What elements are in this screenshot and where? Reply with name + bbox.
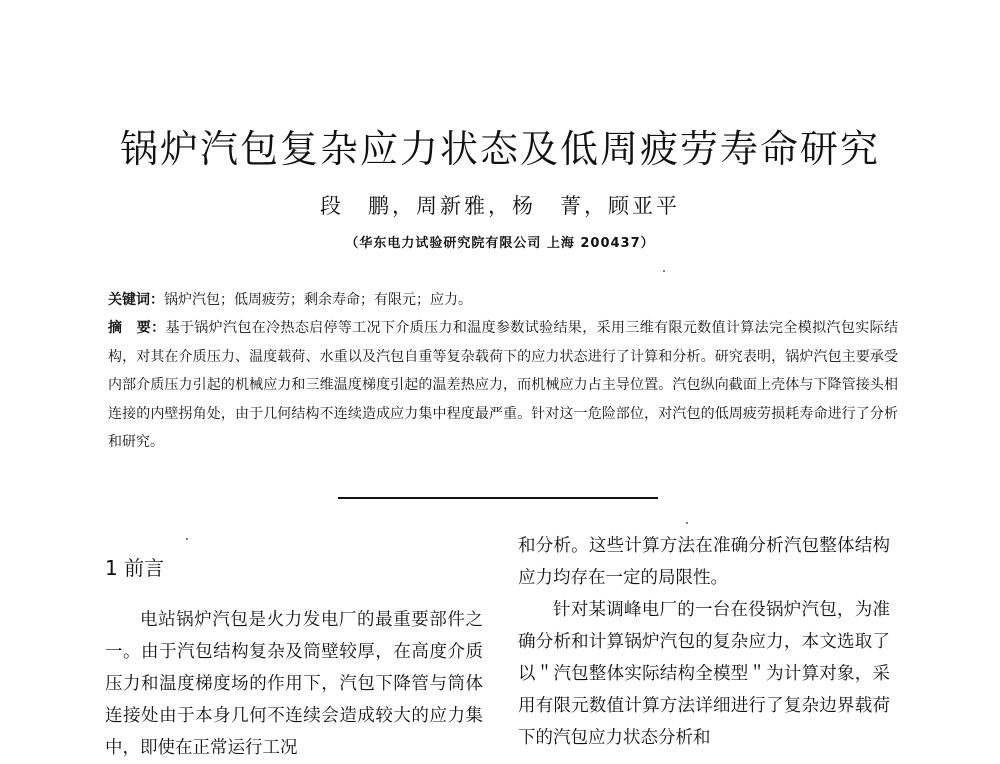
keywords-text: 锅炉汽包；低周疲劳；剩余寿命；有限元；应力。 (164, 292, 472, 308)
study-paragraph: 针对某调峰电厂的一台在役锅炉汽包，为准确分析和计算锅炉汽包的复杂应力，本文选取了以＂汽包整体实际结构全模型＂为计算对象，采用有限元数值计算方法详细进行了复杂边界载荷下的汽包应力状态分析和 (518, 600, 890, 748)
keywords-label: 关键词： (108, 292, 164, 308)
scan-speck (686, 522, 688, 524)
affiliation: （华东电力试验研究院有限公司 上海 200437） (345, 236, 655, 251)
intro-paragraph: 电站锅炉汽包是火力发电厂的最重要部件之一。由于汽包结构复杂及筒壁较厚，在高度介质压力和温度梯度场的作用下，汽包下降管与筒体连接处由于本身几何不连续会造成较大的应力集中，即使在正常运行工况 (105, 610, 483, 758)
scan-speck (663, 270, 665, 272)
abstract-label: 摘 要： (108, 320, 166, 336)
scan-speck (186, 538, 188, 540)
right-column (518, 530, 890, 754)
abstract-block (108, 314, 898, 457)
author-list: 段 鹏，周新雅，杨 菁，顾亚平 (320, 194, 680, 218)
paper-title: 锅炉汽包复杂应力状态及低周疲劳寿命研究 (119, 127, 880, 171)
abstract-text: 基于锅炉汽包在冷热态启停等工况下介质压力和温度参数试验结果，采用三维有限元数值计算法完全模拟汽包实际结构，对其在介质压力、温度载荷、水重以及汽包自重等复杂载荷下的应力状态进行了计算和分析。研究表明，锅炉汽包主要承受内部介质压力引起的机械应力和三维温度梯度引起的温差热应力，而机械应力占主导位置。汽包纵向截面上壳体与下降管接头相连接的内壁拐角处，由于几何结构不连续造成应力集中程度最严重。针对这一危险部位，对汽包的低周疲劳损耗寿命进行了分析和研究。 (108, 320, 898, 450)
section-divider (338, 497, 658, 499)
section-heading-introduction: 1 前言 (105, 556, 165, 580)
continued-paragraph: 和分析。这些计算方法在准确分析汽包整体结构应力均存在一定的局限性。 (518, 536, 890, 588)
keywords-block (108, 286, 898, 314)
left-column (105, 540, 483, 764)
